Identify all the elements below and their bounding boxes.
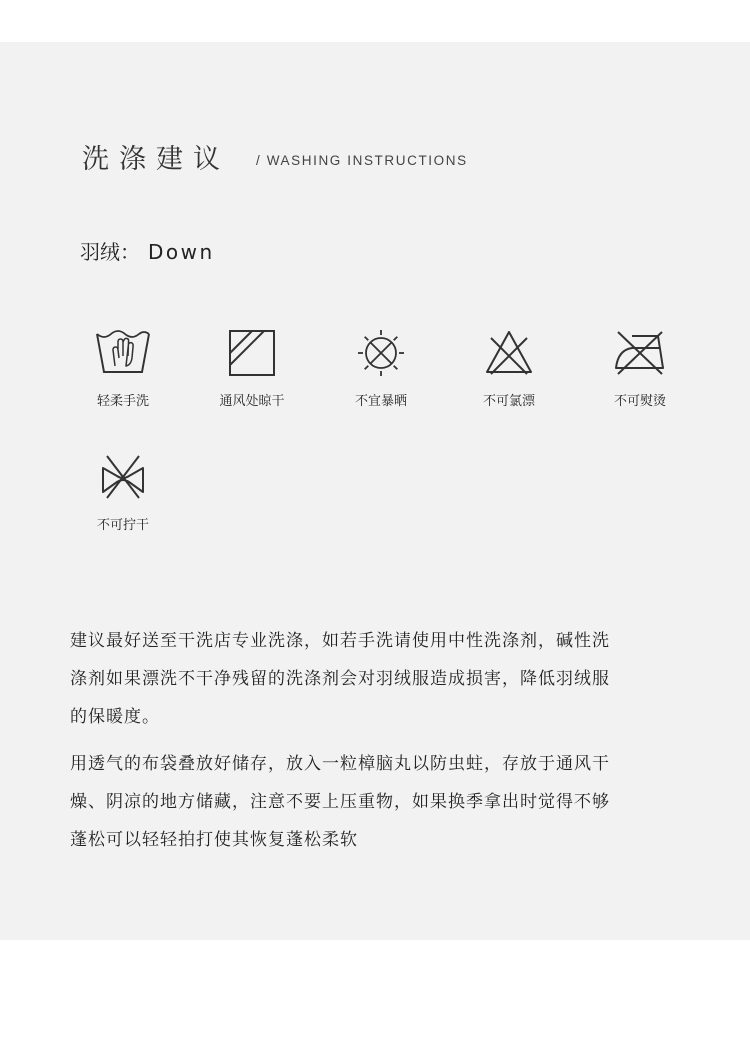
care-symbol-hand-wash xyxy=(73,328,173,409)
dry-in-shade-icon xyxy=(222,328,282,376)
page-title: 洗涤建议 xyxy=(82,144,230,175)
care-symbol-label: 不可氯漂 xyxy=(482,394,535,409)
care-symbol-no-bleach xyxy=(459,328,559,409)
care-symbol-label: 通风处晾干 xyxy=(219,394,285,409)
material-label: 羽绒： xyxy=(80,240,140,264)
care-symbol-no-wring xyxy=(73,452,173,533)
care-symbol-dry-in-shade xyxy=(202,328,302,409)
care-symbol-label: 不可熨烫 xyxy=(613,394,666,409)
material-line xyxy=(80,236,215,265)
care-symbol-label: 轻柔手洗 xyxy=(96,394,149,409)
paragraph-line: 燥、阴凉的地方储藏，注意不要上压重物，如果换季拿出时觉得不够 xyxy=(70,792,610,812)
page-subtitle: / WASHING INSTRUCTIONS xyxy=(256,153,468,168)
care-symbol-label: 不宜暴晒 xyxy=(354,394,407,409)
no-sun-exposure-icon xyxy=(351,328,411,376)
care-paragraph-storage xyxy=(70,745,690,859)
paragraph-line: 的保暖度。 xyxy=(70,707,160,727)
paragraph-line: 建议最好送至干洗店专业洗涤，如若手洗请使用中性洗涤剂，碱性洗 xyxy=(70,631,610,651)
paragraph-line: 用透气的布袋叠放好储存，放入一粒樟脑丸以防虫蛀，存放于通风干 xyxy=(70,754,610,774)
care-paragraph-dry-clean xyxy=(70,622,690,736)
paragraph-line: 涤剂如果漂洗不干净残留的洗涤剂会对羽绒服造成损害，降低羽绒服 xyxy=(70,669,610,689)
material-value: Down xyxy=(148,240,215,264)
no-wring-icon xyxy=(93,452,153,500)
hand-wash-icon xyxy=(93,328,153,376)
paragraph-line: 蓬松可以轻轻拍打使其恢复蓬松柔软 xyxy=(70,830,358,850)
care-symbol-label: 不可拧干 xyxy=(96,518,149,533)
no-iron-icon xyxy=(610,328,670,376)
care-symbol-no-iron xyxy=(590,328,690,409)
no-bleach-icon xyxy=(479,328,539,376)
care-symbol-no-sun xyxy=(331,328,431,409)
